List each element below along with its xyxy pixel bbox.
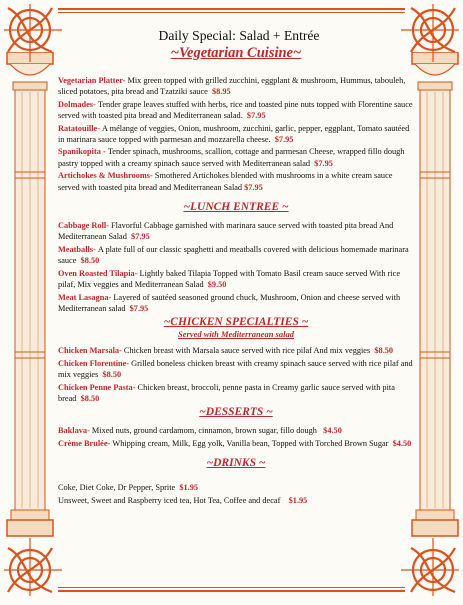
menu-item-separator: - — [107, 438, 113, 448]
celtic-knot-corner-icon — [0, 0, 66, 66]
menu-item-price: $7.95 — [314, 158, 333, 168]
celtic-knot-corner-icon — [397, 534, 463, 600]
menu-item-description: Tender grape leaves stuffed with herbs, rice and toasted pine nuts topped with Florentine sauce served with toasted pita bread and Mediterranean salad. — [58, 99, 413, 121]
menu-item-description: A plate full of our classic spaghetti and meatballs covered with delicious homemade marinara sauce — [58, 244, 409, 266]
top-border-line — [58, 8, 405, 10]
menu-item-separator: - — [134, 268, 140, 278]
menu-item — [58, 99, 414, 122]
menu-item-description: Chicken breast, broccoli, penne pasta in Creamy garlic sauce served with pita bread — [58, 382, 395, 403]
menu-item — [58, 123, 414, 146]
menu-item — [58, 438, 414, 449]
menu-item-price: $1.95 — [179, 483, 199, 493]
menu-item-price: $7.95 — [246, 111, 266, 121]
section-heading-vegetarian: ~Vegetarian Cuisine~ — [170, 45, 302, 61]
celtic-knot-corner-icon — [0, 534, 66, 600]
menu-item-name: Cabbage Roll — [58, 221, 107, 231]
menu-item-description: Lightly baked Tilapia Topped with Tomato Basil cream sauce served With rice pilaf, Mix veggies and Mediterranean Salad — [58, 268, 401, 290]
menu-item-description: Smothered Artichokes blended with mushrooms in a white cream sauce served with toasted pita bread and Mediterranean Salad — [58, 171, 393, 192]
menu-item-price: $8.50 — [80, 256, 100, 266]
menu-item-name: Crème Brulée — [58, 438, 108, 448]
bottom-border-line-inner — [58, 587, 405, 588]
section-heading-lunch: ~LUNCH ENTREE ~ — [183, 201, 289, 214]
menu-item-description: Unsweet, Sweet and Raspberry iced tea, Hot Tea, Coffee and decaf — [58, 495, 281, 505]
menu-item-separator: - — [132, 382, 138, 392]
menu-item — [58, 425, 414, 436]
menu-item-name: Meatballs — [58, 244, 94, 254]
menu-item-separator: - — [108, 292, 114, 302]
right-column-pillar-icon — [409, 52, 461, 552]
menu-content — [58, 28, 414, 507]
menu-item-separator: - — [106, 221, 112, 231]
menu-item-description: Tender spinach, mushrooms, scallion, cottage and parmesan Cheese, wrapped fillo dough pastry topped with a creamy spinach sauce served with Mediterranean salad — [58, 147, 405, 168]
menu-item-name: Chicken Florentine — [58, 358, 127, 368]
menu-item-description: Coke, Diet Coke, Dr Pepper, Sprite — [58, 483, 176, 493]
section-subheading-chicken: Served with Mediterranean salad — [178, 329, 294, 340]
menu-item-separator: - — [126, 358, 132, 368]
menu-item-name: Dolmades — [58, 99, 94, 109]
menu-item-separator: - — [87, 426, 92, 436]
menu-item-separator: - — [150, 171, 155, 181]
menu-item-name: Baklava — [58, 426, 88, 436]
menu-item — [58, 382, 414, 405]
menu-item-price: $8.50 — [374, 346, 394, 356]
menu-item-separator: - — [93, 244, 98, 254]
menu-item-separator: - — [100, 147, 108, 157]
menu-item — [58, 268, 414, 291]
menu-item-price: $7.95 — [274, 135, 294, 145]
menu-item-description: A mélange of veggies, Onion, mushroom, zucchini, garlic, pepper, eggplant, Tomato sautéed in marinara sauce topped with parmesan and mozzarella cheese. — [58, 123, 410, 145]
page-title: Daily Special: Salad + Entrée — [158, 28, 320, 43]
menu-item-description: Chicken breast with Marsala sauce served with rice pilaf And mix veggies — [123, 346, 371, 356]
menu-item — [58, 75, 414, 98]
menu-item-price: $7.95 — [131, 232, 150, 242]
menu-item-price: $8.50 — [80, 393, 100, 403]
menu-item-description: Grilled boneless chicken breast with creamy spinach sauce served with rice pilaf and mix veggies — [58, 358, 413, 380]
left-column-pillar-icon — [4, 52, 56, 552]
menu-item — [58, 146, 414, 169]
menu-item-price: $8.95 — [211, 87, 231, 97]
menu-item-price: $4.50 — [323, 426, 342, 436]
top-border-line-inner — [58, 12, 405, 13]
menu-item-separator: - — [119, 346, 124, 356]
menu-item-name: Oven Roasted Tilapia — [58, 268, 135, 278]
menu-item-price: $7.95 — [244, 182, 263, 192]
menu-item-price: $7.95 — [129, 303, 149, 313]
menu-item — [58, 345, 414, 356]
menu-item — [58, 482, 414, 493]
section-heading-drinks: ~DRINKS ~ — [206, 457, 266, 470]
menu-item-separator: - — [97, 123, 103, 133]
menu-item — [58, 170, 414, 193]
menu-item — [58, 292, 414, 315]
menu-item-price: $1.95 — [288, 495, 308, 505]
section-heading-chicken: ~CHICKEN SPECIALTIES ~ — [163, 316, 309, 329]
menu-item — [58, 495, 414, 506]
menu-item-name: Meat Lasagna — [58, 292, 109, 302]
menu-item-name: Chicken Marsala — [58, 346, 120, 356]
bottom-border-line — [58, 590, 405, 592]
menu-item-name: Ratatouille — [58, 123, 98, 133]
menu-item-name: Artichokes & Mushrooms — [58, 171, 151, 181]
menu-item-price: $8.50 — [102, 370, 122, 380]
menu-item-description: Mix green topped with grilled zucchini, eggplant & mushroom, Hummus, tabouleh, sliced potatoes, pita bread and Tzatziki sauce — [58, 76, 406, 97]
menu-item-description: Mixed nuts, ground cardamom, cinnamon, brown sugar, fillo dough — [91, 426, 317, 436]
menu-item-name: Spanikopita — [58, 147, 101, 157]
menu-item — [58, 220, 414, 243]
menu-item-description: Whipping cream, Milk, Egg yolk, Vanilla bean, Topped with Torched Brown Sugar — [112, 438, 389, 448]
menu-item-name: Chicken Penne Pasta — [58, 382, 133, 392]
menu-item-separator: - — [122, 76, 128, 85]
menu-item-description: Layered of sautéed seasoned ground chuck, Mushroom, Onion and cheese served with Mediterranean salad — [58, 292, 401, 313]
menu-item-price: $4.50 — [392, 438, 412, 448]
menu-item-price: $9.50 — [207, 280, 227, 290]
menu-item — [58, 358, 414, 381]
menu-item-separator: - — [93, 99, 98, 109]
menu-item-name: Vegetarian Platter — [58, 76, 123, 85]
menu-item — [58, 244, 414, 267]
section-heading-desserts: ~DESSERTS ~ — [199, 406, 273, 419]
menu-item-description: Flavorful Cabbage garnished with marinara sauce served with toasted pita bread And Mediterranean Salad — [58, 221, 394, 242]
